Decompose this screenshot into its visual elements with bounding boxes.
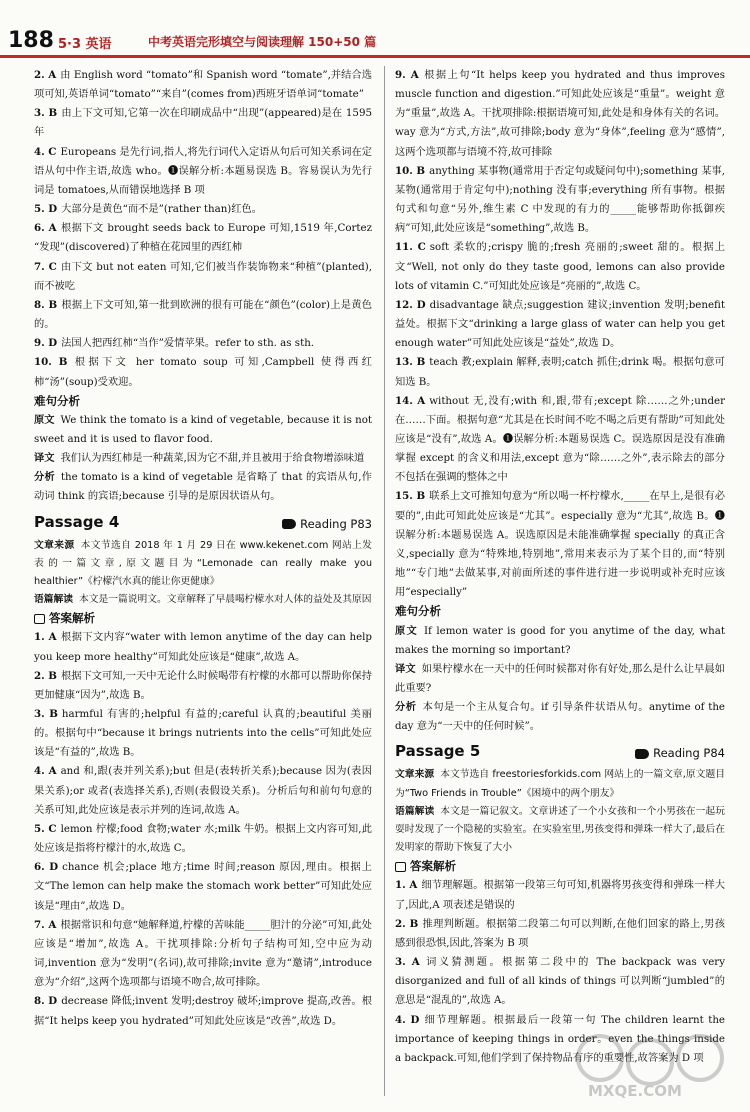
answer-explanation: lemon 柠檬;food 食物;water 水;milk 牛奶。根据上文内容可知,此处应该是指将柠檬汁的水,故选 C。 [34,822,372,855]
hard-sentence-translation: 译文 我们认为西红柿是一种蔬菜,因为它不甜,并且被用于给食物增添味道 [34,452,365,465]
answer-item [395,915,725,953]
answer-list-p3 [34,66,372,392]
brand-label: 5·3 英语 [58,37,112,52]
answer-explanation: 由上下文可知,它第一次在印刷成品中“出现”(appeared)是在 1595 年 [34,107,372,139]
answer-item [34,916,372,993]
answer-item [395,876,725,914]
hard-sentence-translation-2: 译文 如果柠檬水在一天中的任何时候都对你有好处,那么是什么让早晨如此重要? [395,662,725,694]
passage-5-title: Passage 5 [395,742,481,761]
answer-explanation: 根据下文内容“water with lemon anytime of the day can help you keep more healthy”可知此处应该是“健康”,故选 A。 [34,631,372,663]
answer-number: 10. B [395,164,426,177]
header-rule [0,55,750,58]
answer-item [34,200,372,219]
answer-item [34,667,372,705]
answer-item [34,296,372,334]
passage-4-answer-heading: 答案解析 [34,609,372,628]
hard-sentence-title: 难句分析 [34,393,80,408]
hard-sentence-title-2: 难句分析 [395,604,441,619]
answer-number: 7. C [34,260,57,273]
passage-5-header [395,740,725,766]
answer-item [34,705,372,762]
answer-number: 8. D [34,995,58,1008]
passage-5-source: 文章来源 本文节选自 freestoriesforkids.com 网站上的一篇文章,原文题目为“Two Friends in Trouble”《困境中的两个朋友》 [395,769,726,799]
answer-explanation: 根据上下文可知,第一批到欧洲的很有可能在“颜色”(color)上是黄色的。 [34,298,372,331]
hard-sentence-analysis: 分析 the tomato is a kind of vegetable 是省略了 that 的宾语从句,作动词 think 的宾语;because 引导的是原因状语从句。 [34,471,372,503]
answer-explanation: 根据上句“It helps keep you hydrated and thus improves muscle function and digestion.”可知此处应该是“重量”。weight 意为“重量”,故选 A。干扰项排除:根据语境可知,此处是和身体有关的名词。way 意为“方式,方法”,故可排除;body 意为“身体”,feeling 意为“感情”,这两个选项都与语境不符,故可排除 [395,69,725,158]
answer-number: 3. B [34,708,58,720]
watermark-circle-icon [576,1034,624,1082]
answer-number: 14. A [395,394,426,407]
answer-number: 15. B [395,490,426,503]
answer-number: 10. B [34,356,68,369]
answer-number: 12. D [395,298,426,311]
answer-number: 7. A [34,918,57,931]
answer-explanation: decrease 降低;invent 发明;destroy 破坏;improve 提高,改善。根据“It helps keep you hydrated”可知此处应该是“改善”,故选 D。 [34,995,372,1027]
answer-explanation: Europeans 是先行词,指人,将先行词代入定语从句后可知关系词在定语从句中作主语,故选 who。❶误解分析:本题易误选 B。容易误认为先行词是 tomatoes,从而错误地选择 B 项 [34,145,372,196]
answer-explanation: 根据常识和句意“她解释道,柠檬的苦味能_____胆汁的分泌”可知,此处应该是“增加”,故选 A。干扰项排除:分析句子结构可知,空中应为动词,invention 意为“发明”(名词),故可排除;invite 意为“邀请”,introduce 意为“介绍”,这两个选项都与语境不吻合,故可排除。 [34,918,372,989]
answer-explanation: 根据下文 her tomato soup 可知,Campbell 使得西红柿“汤”(soup)受欢迎。 [34,356,372,388]
answer-explanation: disadvantage 缺点;suggestion 建议;invention 发明;benefit 益处。根据下文“drinking a large glass of water can help you get enough water”可知此处应该是“益处”,故选 D。 [395,298,725,350]
answer-number: 1. A [395,879,418,892]
answer-number: 2. A [34,69,57,81]
answer-explanation: 根据下文可知,一天中无论什么时候喝带有柠檬的水都可以帮助你保持更加健康“因为”,故选 B。 [34,669,373,701]
answer-explanation: 大部分是黄色“而不是”(rather than)红色。 [61,203,263,216]
watermark-text: MXQE.COM [588,1082,682,1100]
answer-item [34,66,372,104]
answer-number: 8. B [34,298,58,311]
answer-number: 5. D [34,203,58,216]
answer-explanation: 细节理解题。根据第一段第三句可知,机器将男孩变得和弹珠一样大了,因此,A 项表述是错误的 [395,879,725,911]
answer-explanation: soft 柔软的;crispy 脆的;fresh 亮丽的;sweet 甜的。根据上文“Well, not only do they taste good, lemons can also provide lots of vitamin C.”可知此处应该是“亮丽的”,故选 C。 [395,241,725,292]
answer-number: 6. A [34,222,57,235]
answer-explanation: 词义猜测题。根据第二段中的 The backpack was very disorganized and full of all kinds of things 可以判断“jumbled”的意思是“混乱的”,故选 A。 [395,956,725,1007]
answer-explanation: 细节理解题。根据最后一段第一句 The children learnt the importance of keeping things in order。even the things inside a backpack.可知,他们学到了保持物品有序的重要性,故答案为 D 项 [395,1013,725,1064]
hard-sentence-analysis-2: 分析 本句是一个主从复合句。if 引导条件状语从句。anytime of the day 意为“一天中的任何时候”。 [395,701,725,733]
answer-list-p4-cont [395,66,725,602]
book-title: 中考英语完形填空与阅读理解 150+50 篇 [148,35,377,49]
answer-number: 6. D [34,861,59,874]
answer-item [34,258,372,296]
answer-number: 9. D [34,337,58,350]
answer-number: 4. A [34,765,57,778]
watermark-circle-icon [676,1034,724,1082]
answer-item [395,953,725,1010]
site-watermark [566,1034,736,1104]
answer-explanation: chance 机会;place 地方;time 时间;reason 原因,理由。根据上文“The lemon can help make the stomach work better”可知此处应该是“理由”,故选 D。 [34,861,372,912]
passage-4-source: 文章来源 本文节选自 2018 年 1 月 29 日在 www.kekenet.com 网站上发表的一篇文章,原文题目为“Lemonade can really make you healthier”《柠檬汽水真的能让你更健康》 [34,539,372,587]
answer-number: 11. C [395,241,426,254]
answer-explanation: harmful 有害的;helpful 有益的;careful 认真的;beautiful 美丽的。根据句中“because it brings nutrients into the cells”可知此处应该是“有益的”,故选 B。 [34,708,372,759]
left-column [34,66,372,1031]
answer-number: 4. D [395,1013,420,1026]
watermark-circle-icon [626,1038,674,1086]
answer-explanation: 根据下文 brought seeds back to Europe 可知,1519 年,Cortez “发现”(discovered)了种植在花园里的西红柿 [34,222,372,254]
pointing-hand-icon [635,749,649,759]
answer-number: 5. C [34,822,57,835]
passage-5-reading-ref: Reading P84 [635,744,725,763]
answer-explanation: 法国人把西红柿“当作”爱情苹果。refer to sth. as sth. [61,337,315,350]
answer-number: 13. B [395,356,426,369]
answer-item [34,628,372,666]
answer-explanation: 由 English word “tomato”和 Spanish word “tomate”,并结合选项可知,英语单词“tomato”“来自”(comes from)西班牙语单词“tomate” [34,69,372,101]
answer-item [395,392,725,488]
lock-icon [34,614,45,624]
answer-item [34,858,372,915]
passage-4-title: Passage 4 [34,512,120,531]
answer-item [395,487,725,602]
passage-5-topic: 语篇解读 本文是一篇记叙文。文章讲述了一个小女孩和一个小男孩在一起玩耍时发现了一个隐秘的实验室。在实验室里,男孩变得和弹珠一样大了,最后在发明家的帮助下恢复了大小 [395,805,725,854]
answer-number: 3. B [34,107,58,120]
answer-explanation: without 无,没有;with 和,跟,带有;except 除……之外;under 在……下面。根据句意“尤其是在长时间不吃不喝之后更有帮助”可知此处应该是“没有”,故选 A。❶误解分析:本题易误选 C。误选原因是没有准确掌握 except 的含义和用法,except 意为“除……之外”,表示除去的部分不包括在强调的整体之中 [395,394,725,484]
answer-explanation: and 和,跟(表并列关系);but 但是(表转折关系);because 因为(表因果关系);or 或者(表选择关系),否则(表假设关系)。分析后句和前句句意的关系可知,此处应该是表示并列的连词,故选 A。 [34,765,372,816]
answer-item [395,162,725,239]
answer-item [34,820,372,858]
page-number: 188 [8,28,54,53]
answer-number: 1. A [34,631,57,644]
passage-4-topic: 语篇解读 本文是一篇说明文。文章解释了早晨喝柠檬水对人体的益处及其原因 [34,594,372,606]
passage-5-answer-heading: 答案解析 [395,857,725,876]
answer-item [34,334,372,353]
answer-number: 3. A [395,956,420,969]
answer-item [34,143,372,200]
passage-4-header [34,511,372,537]
answer-item [34,992,372,1030]
answer-explanation: anything 某事物(通常用于否定句或疑问句中);something 某事,某物(通常用于肯定句中);nothing 没有事;everything 所有事物。根据句式和句意“另外,维生素 C 中发现的有力的_____能够帮助你抵御疾病”可知,此处应该是“something”,故选 B。 [395,164,725,235]
answer-item [34,219,372,257]
answer-explanation: 联系上文可推知句意为“所以喝一杯柠檬水,_____在早上,是很有必要的”,由此可知此处应该是“尤其”。especially 意为“尤其”,故选 B。❶误解分析:本题易误选 A。误选原因是未能准确掌握 specially 的真正含义,specially 意为“特殊地,特别地”,常用来表示为了某个目的,而“特别地”“专门地”去做某事,对前面所述的事件进行进一步说明或补充时应该用“especially” [395,490,725,599]
hard-sentence-source: 原文 We think the tomato is a kind of vegetable, because it is not sweet and it is used to flavor food. [34,413,372,445]
answer-number: 9. A [395,69,419,81]
lock-icon [395,862,406,872]
right-column [395,66,725,1068]
answer-number: 2. B [395,917,419,930]
passage-4-reading-ref: Reading P83 [282,515,372,534]
pointing-hand-icon [282,519,296,529]
hard-sentence-source-2: 原文 If lemon water is good for you anytime of the day, what makes the morning so important? [395,624,725,656]
answer-item [395,66,725,162]
answer-list-p4 [34,628,372,1030]
page-header [0,0,750,62]
answer-number: 4. C [34,145,57,158]
answer-explanation: 由下文 but not eaten 可知,它们被当作装饰物来“种植”(planted),而不被吃 [34,260,372,292]
answer-explanation: teach 教;explain 解释,表明;catch 抓住;drink 喝。根据句意可知选 B。 [395,356,725,388]
answer-number: 2. B [34,669,57,682]
answer-item [34,762,372,819]
answer-item [395,296,725,353]
answer-item [395,238,725,295]
answer-explanation: 推理判断题。根据第二段第二句可以判断,在他们回家的路上,男孩感到很恐惧,因此,答案为 B 项 [395,917,725,949]
answer-item [395,353,725,391]
answer-item [34,104,372,142]
answer-item [34,353,372,391]
column-divider [384,66,385,1096]
